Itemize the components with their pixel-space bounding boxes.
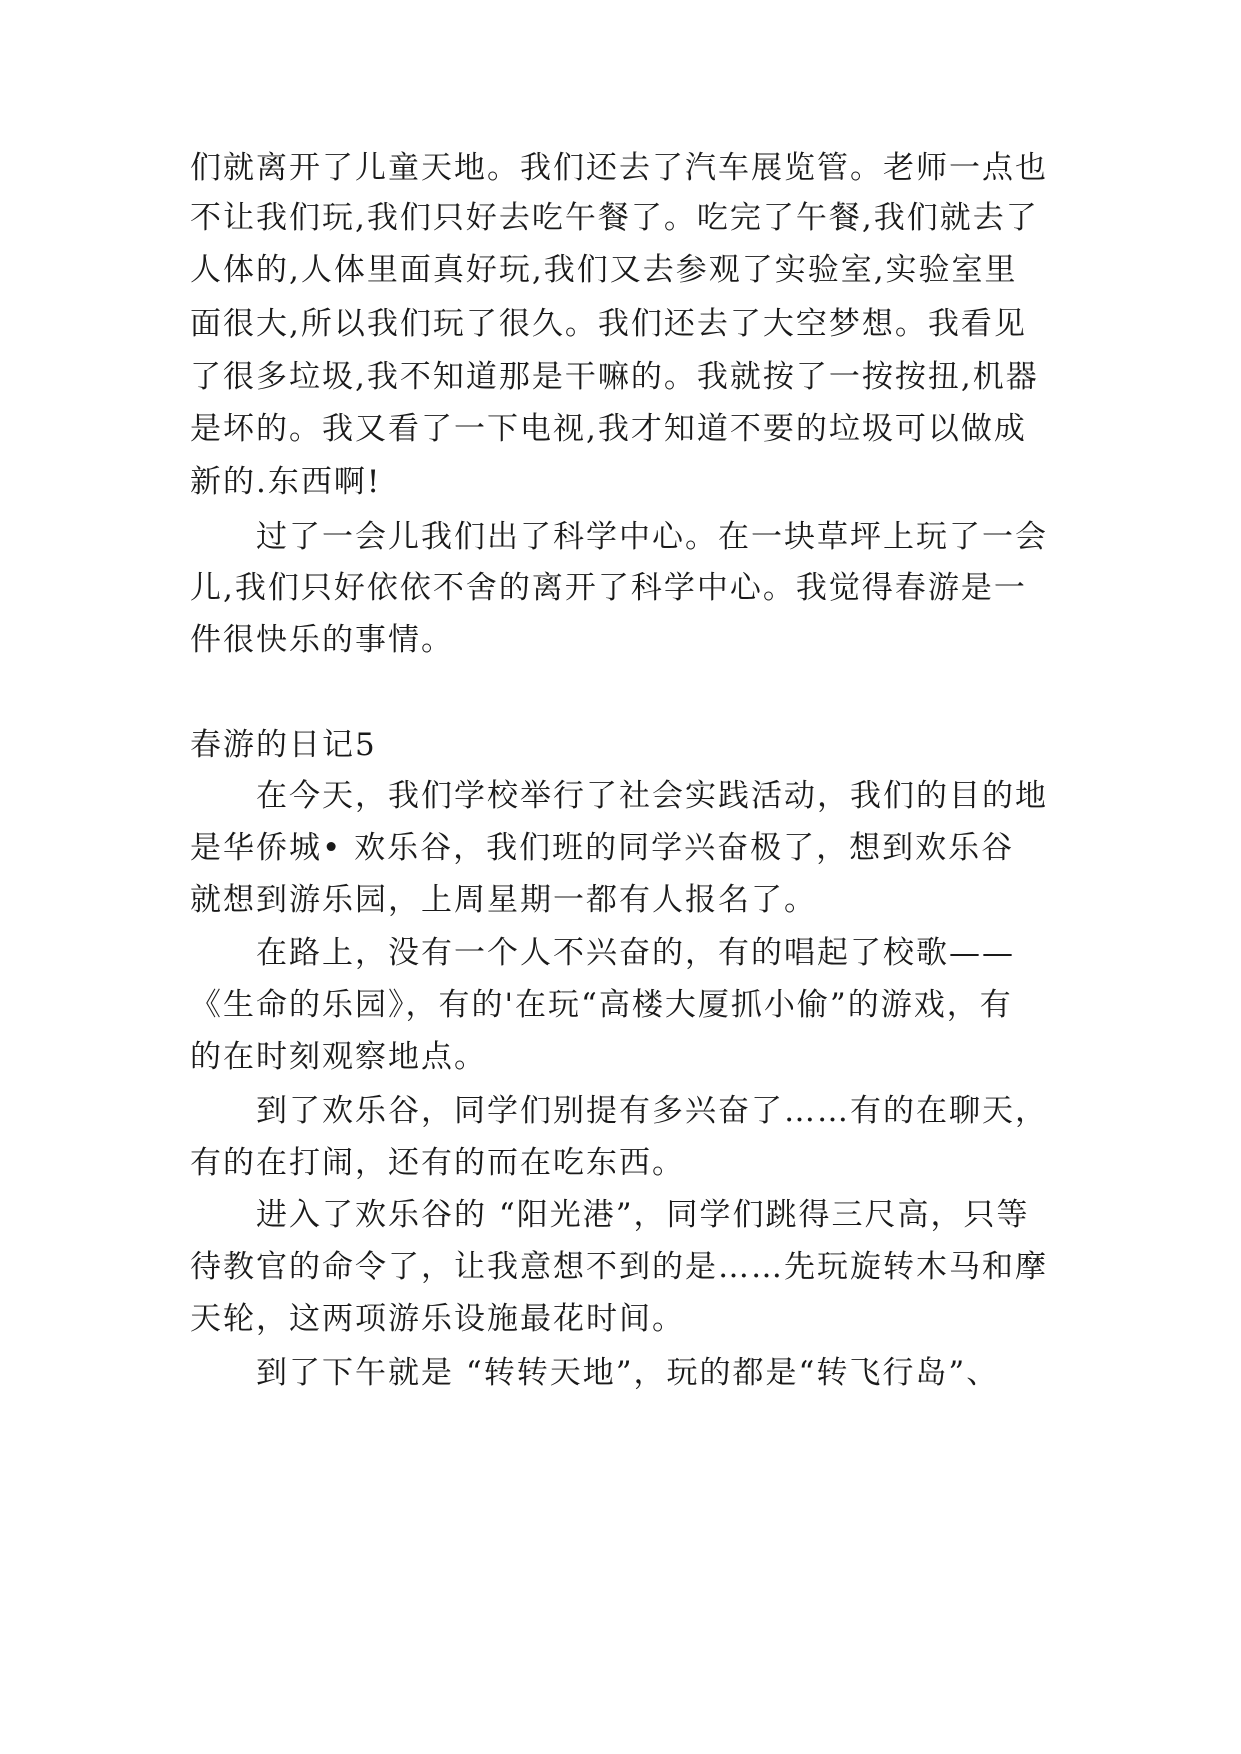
paragraph-line: 儿,我们只好依依不舍的离开了科学中心。我觉得春游是一 [190, 570, 1027, 606]
paragraph-line: 不让我们玩,我们只好去吃午餐了。吃完了午餐,我们就去了 [190, 200, 1039, 236]
paragraph-line: 到了欢乐谷，同学们别提有多兴奋了……有的在聊天， [256, 1093, 1048, 1129]
paragraph-line: 待教官的命令了，让我意想不到的是……先玩旋转木马和摩 [190, 1249, 1048, 1285]
paragraph-line: 们就离开了儿童天地。我们还去了汽车展览管。老师一点也 [190, 150, 1048, 186]
paragraph-line: 的在时刻观察地点。 [190, 1039, 487, 1075]
paragraph-line: 过了一会儿我们出了科学中心。在一块草坪上玩了一会 [256, 519, 1048, 555]
paragraph-line: 人体的,人体里面真好玩,我们又去参观了实验室,实验室里 [190, 252, 1018, 288]
paragraph-line: 在今天，我们学校举行了社会实践活动，我们的目的地 [256, 778, 1048, 814]
paragraph-line: 天轮，这两项游乐设施最花时间。 [190, 1301, 685, 1337]
paragraph-line: 了很多垃圾,我不知道那是干嘛的。我就按了一按按扭,机器 [190, 359, 1039, 395]
paragraph-line: 件很快乐的事情。 [190, 622, 454, 658]
paragraph-line: 是华侨城• 欢乐谷，我们班的同学兴奋极了，想到欢乐谷 [190, 830, 1015, 866]
paragraph-line: 面很大,所以我们玩了很久。我们还去了大空梦想。我看见 [190, 306, 1027, 342]
paragraph-line: 进入了欢乐谷的 “阳光港”，同学们跳得三尺高，只等 [256, 1197, 1030, 1233]
paragraph-line: 有的在打闹，还有的而在吃东西。 [190, 1145, 685, 1181]
paragraph-line: 新的.东西啊! [190, 464, 382, 500]
paragraph-line: 在路上，没有一个人不兴奋的，有的唱起了校歌—— [256, 935, 1015, 971]
paragraph-line: 就想到游乐园，上周星期一都有人报名了。 [190, 882, 817, 918]
paragraph-line: 是坏的。我又看了一下电视,我才知道不要的垃圾可以做成 [190, 411, 1027, 447]
paragraph-line: 到了下午就是 “转转天地”，玩的都是“转飞行岛”、 [256, 1355, 1000, 1391]
paragraph-line: 《生命的乐园》，有的'在玩“高楼大厦抓小偷”的游戏，有 [190, 987, 1013, 1023]
section-heading: 春游的日记5 [190, 727, 377, 763]
